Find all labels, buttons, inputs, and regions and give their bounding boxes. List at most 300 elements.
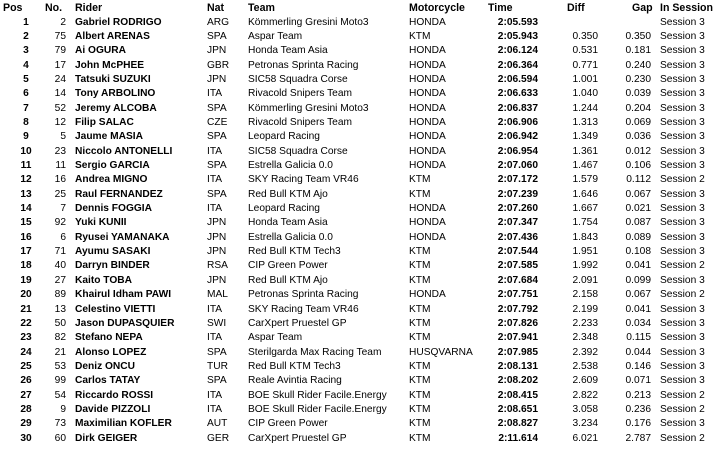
rider-cell: Celestino VIETTI bbox=[75, 303, 156, 315]
time-cell: 2:07.751 bbox=[497, 289, 538, 301]
diff-cell: 3.234 bbox=[572, 418, 598, 430]
nat-cell: SPA bbox=[207, 346, 227, 358]
diff-cell: 1.467 bbox=[572, 160, 598, 171]
team-cell: SIC58 Squadra Corse bbox=[248, 73, 348, 85]
rider-cell: Jaume MASIA bbox=[75, 131, 143, 143]
team-cell: Kömmerling Gresini Moto3 bbox=[248, 102, 369, 114]
nat-cell: JPN bbox=[207, 274, 227, 286]
rider-cell: Riccardo ROSSI bbox=[75, 389, 154, 401]
time-cell: 2:07.544 bbox=[497, 246, 538, 258]
team-cell: Red Bull KTM Tech3 bbox=[248, 246, 341, 258]
pos-cell: 17 bbox=[20, 246, 32, 258]
gap-cell: 0.099 bbox=[625, 274, 651, 286]
time-cell: 2:06.124 bbox=[497, 45, 538, 57]
motorcycle-cell: KTM bbox=[409, 360, 431, 372]
table-row bbox=[0, 87, 720, 101]
diff-cell: 0.350 bbox=[572, 30, 598, 42]
diff-cell: 6.021 bbox=[572, 432, 598, 444]
table-row bbox=[0, 245, 720, 259]
rider-cell: Jeremy ALCOBA bbox=[75, 102, 157, 114]
pos-cell: 27 bbox=[20, 389, 32, 401]
gap-cell: 0.089 bbox=[625, 231, 651, 243]
team-cell: Reale Avintia Racing bbox=[248, 375, 342, 387]
pos-cell: 8 bbox=[23, 116, 29, 128]
pos-cell: 23 bbox=[20, 332, 32, 344]
time-cell: 2:07.260 bbox=[497, 203, 538, 215]
table-row bbox=[0, 360, 720, 374]
table-row bbox=[0, 331, 720, 345]
team-cell: BOE Skull Rider Facile.Energy bbox=[248, 389, 387, 401]
team-cell: Rivacold Snipers Team bbox=[248, 88, 352, 100]
diff-cell: 1.579 bbox=[572, 174, 598, 186]
pos-cell: 16 bbox=[20, 231, 32, 243]
number-cell: 54 bbox=[54, 389, 66, 401]
session-cell: Session 3 bbox=[660, 231, 705, 243]
motorcycle-cell: KTM bbox=[409, 389, 431, 401]
motorcycle-cell: HONDA bbox=[409, 73, 446, 85]
table-row bbox=[0, 346, 720, 360]
diff-cell: 2.609 bbox=[572, 375, 598, 387]
time-cell: 2:06.364 bbox=[497, 59, 538, 71]
team-cell: BOE Skull Rider Facile.Energy bbox=[248, 403, 387, 415]
motorcycle-cell: KTM bbox=[409, 274, 431, 286]
rider-cell: Ai OGURA bbox=[75, 45, 126, 57]
nat-cell: ITA bbox=[207, 389, 223, 401]
number-cell: 23 bbox=[54, 145, 66, 157]
time-cell: 2:07.060 bbox=[497, 160, 538, 171]
diff-cell: 0.531 bbox=[572, 45, 598, 57]
table-row bbox=[0, 159, 720, 173]
rider-cell: Andrea MIGNO bbox=[75, 174, 148, 186]
gap-cell: 0.204 bbox=[625, 102, 651, 114]
nat-cell: RSA bbox=[207, 260, 228, 272]
motorcycle-cell: KTM bbox=[409, 332, 431, 344]
nat-cell: ITA bbox=[207, 145, 223, 157]
team-cell: Estrella Galicia 0.0 bbox=[248, 160, 333, 171]
number-cell: 50 bbox=[54, 317, 66, 329]
team-cell: Aspar Team bbox=[248, 332, 303, 344]
pos-cell: 28 bbox=[20, 403, 32, 415]
pos-cell: 6 bbox=[23, 88, 29, 100]
team-cell: Red Bull KTM Ajo bbox=[248, 274, 328, 286]
table-row bbox=[0, 317, 720, 331]
gap-cell: 0.071 bbox=[625, 375, 651, 387]
diff-cell: 1.313 bbox=[572, 116, 598, 128]
motorcycle-cell: KTM bbox=[409, 188, 431, 200]
gap-cell: 0.067 bbox=[625, 289, 651, 301]
time-cell: 2:06.633 bbox=[497, 88, 538, 100]
nat-cell: JPN bbox=[207, 246, 227, 258]
nat-cell: JPN bbox=[207, 73, 227, 85]
number-cell: 11 bbox=[55, 160, 66, 171]
gap-cell: 0.087 bbox=[625, 217, 651, 229]
pos-cell: 20 bbox=[20, 289, 32, 301]
team-cell: SKY Racing Team VR46 bbox=[248, 174, 359, 186]
gap-cell: 0.230 bbox=[625, 73, 651, 85]
session-cell: Session 3 bbox=[660, 188, 705, 200]
motorcycle-cell: HONDA bbox=[409, 289, 446, 301]
time-cell: 2:05.593 bbox=[497, 16, 538, 28]
nat-cell: SPA bbox=[207, 160, 227, 171]
nat-cell: JPN bbox=[207, 217, 227, 229]
nat-cell: ITA bbox=[207, 174, 223, 186]
table-row bbox=[0, 216, 720, 230]
table-row bbox=[0, 389, 720, 403]
team-cell: SIC58 Squadra Corse bbox=[248, 145, 348, 157]
session-cell: Session 3 bbox=[660, 303, 705, 315]
nat-cell: JPN bbox=[207, 45, 227, 57]
motorcycle-cell: HONDA bbox=[409, 59, 446, 71]
rider-cell: Dirk GEIGER bbox=[75, 432, 138, 444]
number-cell: 25 bbox=[54, 188, 66, 200]
team-cell: Kömmerling Gresini Moto3 bbox=[248, 16, 369, 28]
diff-cell: 0.771 bbox=[572, 59, 598, 71]
table-row bbox=[0, 374, 720, 388]
team-cell: CarXpert Pruestel GP bbox=[248, 317, 347, 329]
number-cell: 71 bbox=[54, 246, 66, 258]
nat-cell: ITA bbox=[207, 403, 223, 415]
nat-cell: SPA bbox=[207, 375, 227, 387]
diff-cell: 1.843 bbox=[572, 231, 598, 243]
pos-cell: 3 bbox=[23, 45, 29, 57]
motorcycle-cell: HONDA bbox=[409, 116, 446, 128]
nat-cell: GBR bbox=[207, 59, 230, 71]
session-cell: Session 2 bbox=[660, 432, 705, 444]
motorcycle-cell: KTM bbox=[409, 30, 431, 42]
rider-cell: Albert ARENAS bbox=[75, 30, 150, 42]
table-row bbox=[0, 130, 720, 144]
number-cell: 82 bbox=[54, 332, 66, 344]
table-row bbox=[0, 231, 720, 245]
rider-cell: Jason DUPASQUIER bbox=[75, 317, 175, 329]
gap-cell: 0.112 bbox=[626, 174, 651, 186]
time-cell: 2:06.906 bbox=[497, 116, 538, 128]
rider-cell: Dennis FOGGIA bbox=[75, 203, 152, 215]
number-cell: 53 bbox=[54, 360, 66, 372]
table-row bbox=[0, 303, 720, 317]
session-cell: Session 3 bbox=[660, 131, 705, 143]
time-cell: 2:06.942 bbox=[497, 131, 538, 143]
time-cell: 2:11.614 bbox=[498, 432, 538, 444]
pos-cell: 18 bbox=[20, 260, 32, 272]
rider-cell: Filip SALAC bbox=[75, 116, 134, 128]
diff-cell: 2.538 bbox=[572, 360, 598, 372]
gap-cell: 0.146 bbox=[625, 360, 651, 372]
session-cell: Session 3 bbox=[660, 16, 705, 28]
pos-cell: 22 bbox=[20, 317, 32, 329]
session-cell: Session 2 bbox=[660, 289, 705, 301]
time-cell: 2:07.347 bbox=[497, 217, 538, 229]
number-cell: 14 bbox=[54, 88, 66, 100]
diff-cell: 2.822 bbox=[572, 389, 598, 401]
team-cell: Sterilgarda Max Racing Team bbox=[248, 346, 382, 358]
session-cell: Session 3 bbox=[660, 203, 705, 215]
session-cell: Session 2 bbox=[660, 174, 705, 186]
team-cell: SKY Racing Team VR46 bbox=[248, 303, 359, 315]
time-cell: 2:06.594 bbox=[497, 73, 538, 85]
nat-cell: JPN bbox=[207, 231, 227, 243]
session-cell: Session 2 bbox=[660, 260, 705, 272]
session-cell: Session 2 bbox=[660, 403, 705, 415]
pos-cell: 2 bbox=[23, 30, 29, 42]
pos-cell: 24 bbox=[20, 346, 32, 358]
time-cell: 2:08.827 bbox=[497, 418, 538, 430]
pos-cell: 12 bbox=[20, 174, 32, 186]
gap-cell: 0.021 bbox=[625, 203, 651, 215]
number-cell: 6 bbox=[60, 231, 66, 243]
nat-cell: CZE bbox=[207, 116, 228, 128]
session-cell: Session 3 bbox=[660, 375, 705, 387]
nat-cell: GER bbox=[207, 432, 230, 444]
gap-cell: 0.041 bbox=[625, 303, 651, 315]
motorcycle-cell: KTM bbox=[409, 303, 431, 315]
number-cell: 60 bbox=[54, 432, 66, 444]
rider-cell: Darryn BINDER bbox=[75, 260, 150, 272]
motorcycle-cell: HONDA bbox=[409, 131, 446, 143]
time-cell: 2:07.684 bbox=[497, 274, 538, 286]
session-cell: Session 3 bbox=[660, 360, 705, 372]
pos-cell: 25 bbox=[20, 360, 32, 372]
motorcycle-cell: HONDA bbox=[409, 145, 446, 157]
header-team: Team bbox=[248, 2, 275, 14]
time-cell: 2:08.415 bbox=[497, 389, 538, 401]
diff-cell: 1.667 bbox=[572, 203, 598, 215]
motorcycle-cell: HONDA bbox=[409, 45, 446, 57]
number-cell: 13 bbox=[54, 303, 66, 315]
gap-cell: 0.067 bbox=[625, 188, 651, 200]
time-cell: 2:08.131 bbox=[497, 360, 538, 372]
pos-cell: 14 bbox=[20, 203, 32, 215]
rider-cell: Maximilian KOFLER bbox=[75, 418, 172, 430]
rider-cell: Davide PIZZOLI bbox=[75, 403, 151, 415]
pos-cell: 10 bbox=[20, 145, 32, 157]
number-cell: 40 bbox=[54, 260, 66, 272]
number-cell: 99 bbox=[54, 375, 66, 387]
gap-cell: 0.181 bbox=[625, 45, 651, 57]
table-row bbox=[0, 417, 720, 431]
header-motorcycle: Motorcycle bbox=[409, 2, 465, 14]
table-row bbox=[0, 44, 720, 58]
team-cell: Rivacold Snipers Team bbox=[248, 116, 352, 128]
pos-cell: 7 bbox=[23, 102, 29, 114]
session-cell: Session 3 bbox=[660, 274, 705, 286]
gap-cell: 2.787 bbox=[625, 432, 651, 444]
table-row bbox=[0, 173, 720, 187]
number-cell: 89 bbox=[54, 289, 66, 301]
number-cell: 24 bbox=[54, 73, 66, 85]
gap-cell: 0.115 bbox=[626, 332, 651, 344]
motorcycle-cell: HUSQVARNA bbox=[409, 346, 473, 358]
motorcycle-cell: HONDA bbox=[409, 102, 446, 114]
session-cell: Session 2 bbox=[660, 389, 705, 401]
gap-cell: 0.176 bbox=[625, 418, 651, 430]
team-cell: Honda Team Asia bbox=[248, 45, 328, 57]
rider-cell: Carlos TATAY bbox=[75, 375, 141, 387]
diff-cell: 3.058 bbox=[572, 403, 598, 415]
table-row bbox=[0, 202, 720, 216]
diff-cell: 1.244 bbox=[572, 102, 598, 114]
nat-cell: ITA bbox=[207, 303, 223, 315]
header-session: In Session bbox=[660, 2, 713, 14]
rider-cell: Khairul Idham PAWI bbox=[75, 289, 172, 301]
nat-cell: SPA bbox=[207, 188, 227, 200]
motorcycle-cell: KTM bbox=[409, 418, 431, 430]
table-row bbox=[0, 116, 720, 130]
team-cell: Aspar Team bbox=[248, 30, 303, 42]
rider-cell: Tony ARBOLINO bbox=[75, 88, 156, 100]
table-row bbox=[0, 274, 720, 288]
table-row bbox=[0, 288, 720, 302]
team-cell: Red Bull KTM Ajo bbox=[248, 188, 328, 200]
session-cell: Session 3 bbox=[660, 332, 705, 344]
rider-cell: Alonso LOPEZ bbox=[75, 346, 147, 358]
motorcycle-cell: HONDA bbox=[409, 16, 446, 28]
rider-cell: Ryusei YAMANAKA bbox=[75, 231, 170, 243]
rider-cell: Tatsuki SUZUKI bbox=[75, 73, 151, 85]
team-cell: CIP Green Power bbox=[248, 260, 328, 272]
session-cell: Session 3 bbox=[660, 217, 705, 229]
nat-cell: ITA bbox=[207, 88, 223, 100]
number-cell: 16 bbox=[54, 174, 66, 186]
gap-cell: 0.240 bbox=[625, 59, 651, 71]
gap-cell: 0.036 bbox=[625, 131, 651, 143]
time-cell: 2:07.941 bbox=[497, 332, 538, 344]
rider-cell: Stefano NEPA bbox=[75, 332, 143, 344]
nat-cell: SPA bbox=[207, 30, 227, 42]
team-cell: Leopard Racing bbox=[248, 203, 320, 215]
number-cell: 52 bbox=[54, 102, 66, 114]
motorcycle-cell: KTM bbox=[409, 375, 431, 387]
time-cell: 2:08.651 bbox=[497, 403, 538, 415]
number-cell: 2 bbox=[60, 16, 66, 28]
rider-cell: John McPHEE bbox=[75, 59, 145, 71]
nat-cell: SWI bbox=[207, 317, 227, 329]
nat-cell: SPA bbox=[207, 102, 227, 114]
session-cell: Session 3 bbox=[660, 317, 705, 329]
diff-cell: 1.040 bbox=[572, 88, 598, 100]
motorcycle-cell: HONDA bbox=[409, 160, 446, 171]
diff-cell: 1.951 bbox=[572, 246, 598, 258]
team-cell: Estrella Galicia 0.0 bbox=[248, 231, 333, 243]
diff-cell: 1.992 bbox=[572, 260, 598, 272]
team-cell: CarXpert Pruestel GP bbox=[248, 432, 347, 444]
team-cell: Leopard Racing bbox=[248, 131, 320, 143]
pos-cell: 4 bbox=[23, 59, 29, 71]
pos-cell: 9 bbox=[23, 131, 29, 143]
rider-cell: Deniz ONCU bbox=[75, 360, 135, 372]
session-cell: Session 3 bbox=[660, 346, 705, 358]
gap-cell: 0.106 bbox=[625, 160, 651, 171]
header-diff: Diff bbox=[567, 2, 585, 14]
session-cell: Session 3 bbox=[660, 246, 705, 258]
time-cell: 2:07.985 bbox=[497, 346, 538, 358]
pos-cell: 19 bbox=[20, 274, 32, 286]
rider-cell: Ayumu SASAKI bbox=[75, 246, 151, 258]
pos-cell: 30 bbox=[20, 432, 32, 444]
motorcycle-cell: KTM bbox=[409, 403, 431, 415]
time-cell: 2:07.172 bbox=[497, 174, 538, 186]
rider-cell: Yuki KUNII bbox=[75, 217, 127, 229]
header-rider: Rider bbox=[75, 2, 103, 14]
number-cell: 21 bbox=[54, 346, 66, 358]
nat-cell: ITA bbox=[207, 332, 223, 344]
gap-cell: 0.044 bbox=[625, 346, 651, 358]
time-cell: 2:07.792 bbox=[497, 303, 538, 315]
nat-cell: TUR bbox=[207, 360, 228, 372]
gap-cell: 0.350 bbox=[625, 30, 651, 42]
number-cell: 17 bbox=[54, 59, 66, 71]
table-row bbox=[0, 403, 720, 417]
diff-cell: 1.646 bbox=[572, 188, 598, 200]
gap-cell: 0.041 bbox=[625, 260, 651, 272]
header-time: Time bbox=[488, 2, 513, 14]
nat-cell: ARG bbox=[207, 16, 230, 28]
header-pos: Pos bbox=[3, 2, 23, 14]
number-cell: 5 bbox=[60, 131, 66, 143]
nat-cell: MAL bbox=[207, 289, 228, 301]
rider-cell: Niccolo ANTONELLI bbox=[75, 145, 173, 157]
diff-cell: 1.349 bbox=[572, 131, 598, 143]
session-cell: Session 3 bbox=[660, 145, 705, 157]
number-cell: 75 bbox=[54, 30, 66, 42]
motorcycle-cell: KTM bbox=[409, 246, 431, 258]
gap-cell: 0.236 bbox=[625, 403, 651, 415]
session-cell: Session 3 bbox=[660, 45, 705, 57]
session-cell: Session 3 bbox=[660, 59, 705, 71]
session-cell: Session 3 bbox=[660, 73, 705, 85]
number-cell: 92 bbox=[54, 217, 66, 229]
session-cell: Session 3 bbox=[660, 418, 705, 430]
motorcycle-cell: KTM bbox=[409, 317, 431, 329]
diff-cell: 2.348 bbox=[572, 332, 598, 344]
motorcycle-cell: KTM bbox=[409, 432, 431, 444]
rider-cell: Gabriel RODRIGO bbox=[75, 16, 162, 28]
diff-cell: 2.392 bbox=[572, 346, 598, 358]
pos-cell: 26 bbox=[20, 375, 32, 387]
team-cell: Honda Team Asia bbox=[248, 217, 328, 229]
nat-cell: AUT bbox=[207, 418, 228, 430]
gap-cell: 0.012 bbox=[625, 145, 651, 157]
diff-cell: 1.001 bbox=[572, 73, 598, 85]
header-nat: Nat bbox=[207, 2, 225, 14]
table-row bbox=[0, 259, 720, 273]
time-cell: 2:05.943 bbox=[497, 30, 538, 42]
time-cell: 2:06.954 bbox=[497, 145, 538, 157]
gap-cell: 0.213 bbox=[625, 389, 651, 401]
table-row bbox=[0, 30, 720, 44]
rider-cell: Sergio GARCIA bbox=[75, 160, 150, 171]
number-cell: 27 bbox=[54, 274, 66, 286]
number-cell: 73 bbox=[54, 418, 66, 430]
session-cell: Session 3 bbox=[660, 88, 705, 100]
table-row bbox=[0, 102, 720, 116]
nat-cell: ITA bbox=[207, 203, 223, 215]
diff-cell: 2.233 bbox=[572, 317, 598, 329]
table-row bbox=[0, 59, 720, 73]
motorcycle-cell: HONDA bbox=[409, 217, 446, 229]
session-cell: Session 3 bbox=[660, 160, 705, 171]
rider-cell: Raul FERNANDEZ bbox=[75, 188, 163, 200]
gap-cell: 0.034 bbox=[625, 317, 651, 329]
pos-cell: 21 bbox=[20, 303, 32, 315]
table-row bbox=[0, 73, 720, 87]
time-cell: 2:08.202 bbox=[497, 375, 538, 387]
pos-cell: 11 bbox=[20, 160, 32, 171]
header-row bbox=[0, 1, 720, 15]
number-cell: 12 bbox=[54, 116, 66, 128]
rider-cell: Kaito TOBA bbox=[75, 274, 132, 286]
number-cell: 79 bbox=[54, 45, 66, 57]
